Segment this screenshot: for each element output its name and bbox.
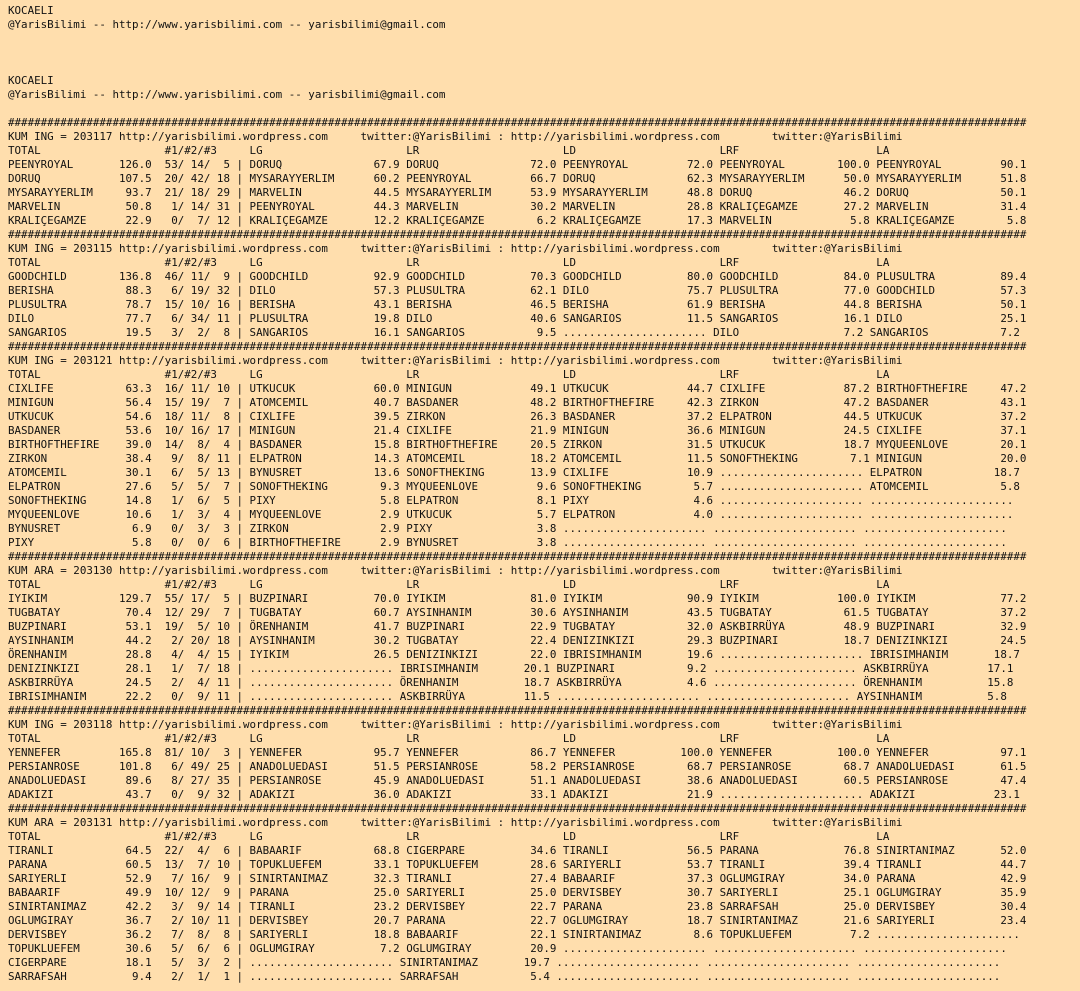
text-line: TOTAL #1/#2/#3 LG LR LD LRF LA bbox=[8, 256, 890, 269]
text-line: OGLUMGIRAY 36.7 2/ 10/ 11 | DERVISBEY 20.7 PARANA 22.7 OGLUMGIRAY 18.7 SINIRTANIMAZ 21.6 SARIYERLI 23.4 bbox=[8, 914, 1027, 927]
separator-line: ############################################################################################################################################################ bbox=[8, 704, 1027, 717]
text-line: ZIRKON 38.4 9/ 8/ 11 | ELPATRON 14.3 ATOMCEMIL 18.2 ATOMCEMIL 11.5 SONOFTHEKING 7.1 MINIGUN 20.0 bbox=[8, 452, 1027, 465]
text-line: TOTAL #1/#2/#3 LG LR LD LRF LA bbox=[8, 144, 890, 157]
text-line: ANADOLUEDASI 89.6 8/ 27/ 35 | PERSIANROSE 45.9 ANADOLUEDASI 51.1 ANADOLUEDASI 38.6 ANADOLUEDASI 60.5 PERSIANROSE 47.4 bbox=[8, 774, 1027, 787]
text-line: CIGERPARE 18.1 5/ 3/ 2 | ...................... SINIRTANIMAZ 19.7 ...................... ...................... ...................... bbox=[8, 956, 1001, 969]
text-line: @YarisBilimi -- http://www.yarisbilimi.com -- yarisbilimi@gmail.com bbox=[8, 18, 446, 31]
text-line: ATOMCEMIL 30.1 6/ 5/ 13 | BYNUSRET 13.6 SONOFTHEKING 13.9 CIXLIFE 10.9 ...................... ELPATRON 18.7 bbox=[8, 466, 1020, 479]
text-line: SONOFTHEKING 14.8 1/ 6/ 5 | PIXY 5.8 ELPATRON 8.1 PIXY 4.6 ...................... ...................... bbox=[8, 494, 1014, 507]
text-line: KUM ING = 203117 http://yarisbilimi.wordpress.com twitter:@YarisBilimi : http://yarisbilimi.wordpress.com twitter:@YarisBilimi bbox=[8, 130, 903, 143]
text-line: MINIGUN 56.4 15/ 19/ 7 | ATOMCEMIL 40.7 BASDANER 48.2 BIRTHOFTHEFIRE 42.3 ZIRKON 47.2 BASDANER 43.1 bbox=[8, 396, 1027, 409]
text-line: KUM ING = 203115 http://yarisbilimi.wordpress.com twitter:@YarisBilimi : http://yarisbilimi.wordpress.com twitter:@YarisBilimi bbox=[8, 242, 903, 255]
text-line: TOPUKLUEFEM 30.6 5/ 6/ 6 | OGLUMGIRAY 7.2 OGLUMGIRAY 20.9 ...................... ...................... ...................... bbox=[8, 942, 1007, 955]
text-line: PARANA 60.5 13/ 7/ 10 | TOPUKLUEFEM 33.1 TOPUKLUEFEM 28.6 SARIYERLI 53.7 TIRANLI 39.4 TIRANLI 44.7 bbox=[8, 858, 1027, 871]
text-line: DERVISBEY 36.2 7/ 8/ 8 | SARIYERLI 18.8 BABAARIF 22.1 SINIRTANIMAZ 8.6 TOPUKLUEFEM 7.2 ...................... bbox=[8, 928, 1020, 941]
text-line: BUZPINARI 53.1 19/ 5/ 10 | ÖRENHANIM 41.7 BUZPINARI 22.9 TUGBATAY 32.0 ASKBIRRÜYA 48.9 BUZPINARI 32.9 bbox=[8, 620, 1027, 633]
text-line: GOODCHILD 136.8 46/ 11/ 9 | GOODCHILD 92.9 GOODCHILD 70.3 GOODCHILD 80.0 GOODCHILD 84.0 PLUSULTRA 89.4 bbox=[8, 270, 1027, 283]
text-line: KUM ARA = 203130 http://yarisbilimi.wordpress.com twitter:@YarisBilimi : http://yarisbilimi.wordpress.com twitter:@YarisBilimi bbox=[8, 564, 903, 577]
text-line: TOTAL #1/#2/#3 LG LR LD LRF LA bbox=[8, 732, 890, 745]
text-line: PEENYROYAL 126.0 53/ 14/ 5 | DORUQ 67.9 DORUQ 72.0 PEENYROYAL 72.0 PEENYROYAL 100.0 PEENYROYAL 90.1 bbox=[8, 158, 1027, 171]
separator-line: ############################################################################################################################################################ bbox=[8, 340, 1027, 353]
text-line: ELPATRON 27.6 5/ 5/ 7 | SONOFTHEKING 9.3 MYQUEENLOVE 9.6 SONOFTHEKING 5.7 ...................... ATOMCEMIL 5.8 bbox=[8, 480, 1020, 493]
text-line: MARVELIN 50.8 1/ 14/ 31 | PEENYROYAL 44.3 MARVELIN 30.2 MARVELIN 28.8 KRALIÇEGAMZE 27.2 MARVELIN 31.4 bbox=[8, 200, 1027, 213]
separator-line: ############################################################################################################################################################ bbox=[8, 550, 1027, 563]
text-line: ÖRENHANIM 28.8 4/ 4/ 15 | IYIKIM 26.5 DENIZINKIZI 22.0 IBRISIMHANIM 19.6 ...................... IBRISIMHANIM 18.7 bbox=[8, 648, 1020, 661]
text-line: TOTAL #1/#2/#3 LG LR LD LRF LA bbox=[8, 830, 890, 843]
text-line: KOCAELI bbox=[8, 74, 54, 87]
text-line: DILO 77.7 6/ 34/ 11 | PLUSULTRA 19.8 DILO 40.6 SANGARIOS 11.5 SANGARIOS 16.1 DILO 25.1 bbox=[8, 312, 1027, 325]
text-line: PIXY 5.8 0/ 0/ 6 | BIRTHOFTHEFIRE 2.9 BYNUSRET 3.8 ...................... ...................... ...................... bbox=[8, 536, 1007, 549]
text-line: BASDANER 53.6 10/ 16/ 17 | MINIGUN 21.4 CIXLIFE 21.9 MINIGUN 36.6 MINIGUN 24.5 CIXLIFE 37.1 bbox=[8, 424, 1027, 437]
text-line: AYSINHANIM 44.2 2/ 20/ 18 | AYSINHANIM 30.2 TUGBATAY 22.4 DENIZINKIZI 29.3 BUZPINARI 18.7 DENIZINKIZI 24.5 bbox=[8, 634, 1027, 647]
text-line: MYSARAYYERLIM 93.7 21/ 18/ 29 | MARVELIN 44.5 MYSARAYYERLIM 53.9 MYSARAYYERLIM 48.8 DORUQ 46.2 DORUQ 50.1 bbox=[8, 186, 1027, 199]
text-line: SINIRTANIMAZ 42.2 3/ 9/ 14 | TIRANLI 23.2 DERVISBEY 22.7 PARANA 23.8 SARRAFSAH 25.0 DERVISBEY 30.4 bbox=[8, 900, 1027, 913]
text-line: SARIYERLI 52.9 7/ 16/ 9 | SINIRTANIMAZ 32.3 TIRANLI 27.4 BABAARIF 37.3 OGLUMGIRAY 34.0 PARANA 42.9 bbox=[8, 872, 1027, 885]
text-line: BERISHA 88.3 6/ 19/ 32 | DILO 57.3 PLUSULTRA 62.1 DILO 75.7 PLUSULTRA 77.0 GOODCHILD 57.3 bbox=[8, 284, 1027, 297]
text-line: UTKUCUK 54.6 18/ 11/ 8 | CIXLIFE 39.5 ZIRKON 26.3 BASDANER 37.2 ELPATRON 44.5 UTKUCUK 37.2 bbox=[8, 410, 1027, 423]
text-line: IYIKIM 129.7 55/ 17/ 5 | BUZPINARI 70.0 IYIKIM 81.0 IYIKIM 90.9 IYIKIM 100.0 IYIKIM 77.2 bbox=[8, 592, 1027, 605]
text-line: SANGARIOS 19.5 3/ 2/ 8 | SANGARIOS 16.1 SANGARIOS 9.5 ...................... DILO 7.2 SANGARIOS 7.2 bbox=[8, 326, 1020, 339]
text-line: TIRANLI 64.5 22/ 4/ 6 | BABAARIF 68.8 CIGERPARE 34.6 TIRANLI 56.5 PARANA 76.8 SINIRTANIMAZ 52.0 bbox=[8, 844, 1027, 857]
text-line: PLUSULTRA 78.7 15/ 10/ 16 | BERISHA 43.1 BERISHA 46.5 BERISHA 61.9 BERISHA 44.8 BERISHA 50.1 bbox=[8, 298, 1027, 311]
text-line: ASKBIRRÜYA 24.5 2/ 4/ 11 | ...................... ÖRENHANIM 18.7 ASKBIRRÜYA 4.6 ...................... ÖRENHANIM 15.8 bbox=[8, 676, 1014, 689]
text-line: IBRISIMHANIM 22.2 0/ 9/ 11 | ...................... ASKBIRRÜYA 11.5 ...................... ...................... AYSINHANIM 5.8 bbox=[8, 690, 1007, 703]
text-line: PERSIANROSE 101.8 6/ 49/ 25 | ANADOLUEDASI 51.5 PERSIANROSE 58.2 PERSIANROSE 68.7 PERSIANROSE 68.7 ANADOLUEDASI 61.5 bbox=[8, 760, 1027, 773]
separator-line: ############################################################################################################################################################ bbox=[8, 116, 1027, 129]
text-line: TOTAL #1/#2/#3 LG LR LD LRF LA bbox=[8, 368, 890, 381]
text-line: BYNUSRET 6.9 0/ 3/ 3 | ZIRKON 2.9 PIXY 3.8 ...................... ...................... ...................... bbox=[8, 522, 1007, 535]
text-line: TOTAL #1/#2/#3 LG LR LD LRF LA bbox=[8, 578, 890, 591]
results-document bbox=[0, 4, 1026, 984]
text-line: BIRTHOFTHEFIRE 39.0 14/ 8/ 4 | BASDANER 15.8 BIRTHOFTHEFIRE 20.5 ZIRKON 31.5 UTKUCUK 18.7 MYQUEENLOVE 20.1 bbox=[8, 438, 1027, 451]
text-line: TUGBATAY 70.4 12/ 29/ 7 | TUGBATAY 60.7 AYSINHANIM 30.6 AYSINHANIM 43.5 TUGBATAY 61.5 TUGBATAY 37.2 bbox=[8, 606, 1027, 619]
text-line: KUM ARA = 203131 http://yarisbilimi.wordpress.com twitter:@YarisBilimi : http://yarisbilimi.wordpress.com twitter:@YarisBilimi bbox=[8, 816, 903, 829]
text-line: MYQUEENLOVE 10.6 1/ 3/ 4 | MYQUEENLOVE 2.9 UTKUCUK 5.7 ELPATRON 4.0 ...................... ...................... bbox=[8, 508, 1014, 521]
text-line: @YarisBilimi -- http://www.yarisbilimi.com -- yarisbilimi@gmail.com bbox=[8, 88, 446, 101]
text-line: DORUQ 107.5 20/ 42/ 18 | MYSARAYYERLIM 60.2 PEENYROYAL 66.7 DORUQ 62.3 MYSARAYYERLIM 50.0 MYSARAYYERLIM 51.8 bbox=[8, 172, 1027, 185]
text-line: SARRAFSAH 9.4 2/ 1/ 1 | ...................... SARRAFSAH 5.4 ...................... ...................... ...................... bbox=[8, 970, 1001, 983]
text-line: ADAKIZI 43.7 0/ 9/ 32 | ADAKIZI 36.0 ADAKIZI 33.1 ADAKIZI 21.9 ...................... ADAKIZI 23.1 bbox=[8, 788, 1020, 801]
text-line: DENIZINKIZI 28.1 1/ 7/ 18 | ...................... IBRISIMHANIM 20.1 BUZPINARI 9.2 ...................... ASKBIRRÜYA 17.1 bbox=[8, 662, 1014, 675]
separator-line: ############################################################################################################################################################ bbox=[8, 802, 1027, 815]
text-line: KOCAELI bbox=[8, 4, 54, 17]
text-line: KUM ING = 203121 http://yarisbilimi.wordpress.com twitter:@YarisBilimi : http://yarisbilimi.wordpress.com twitter:@YarisBilimi bbox=[8, 354, 903, 367]
separator-line: ############################################################################################################################################################ bbox=[8, 228, 1027, 241]
text-line: BABAARIF 49.9 10/ 12/ 9 | PARANA 25.0 SARIYERLI 25.0 DERVISBEY 30.7 SARIYERLI 25.1 OGLUMGIRAY 35.9 bbox=[8, 886, 1027, 899]
text-line: CIXLIFE 63.3 16/ 11/ 10 | UTKUCUK 60.0 MINIGUN 49.1 UTKUCUK 44.7 CIXLIFE 87.2 BIRTHOFTHEFIRE 47.2 bbox=[8, 382, 1027, 395]
text-line: KUM ING = 203118 http://yarisbilimi.wordpress.com twitter:@YarisBilimi : http://yarisbilimi.wordpress.com twitter:@YarisBilimi bbox=[8, 718, 903, 731]
text-line: KRALIÇEGAMZE 22.9 0/ 7/ 12 | KRALIÇEGAMZE 12.2 KRALIÇEGAMZE 6.2 KRALIÇEGAMZE 17.3 MARVELIN 5.8 KRALIÇEGAMZE 5.8 bbox=[8, 214, 1027, 227]
text-line: YENNEFER 165.8 81/ 10/ 3 | YENNEFER 95.7 YENNEFER 86.7 YENNEFER 100.0 YENNEFER 100.0 YENNEFER 97.1 bbox=[8, 746, 1027, 759]
